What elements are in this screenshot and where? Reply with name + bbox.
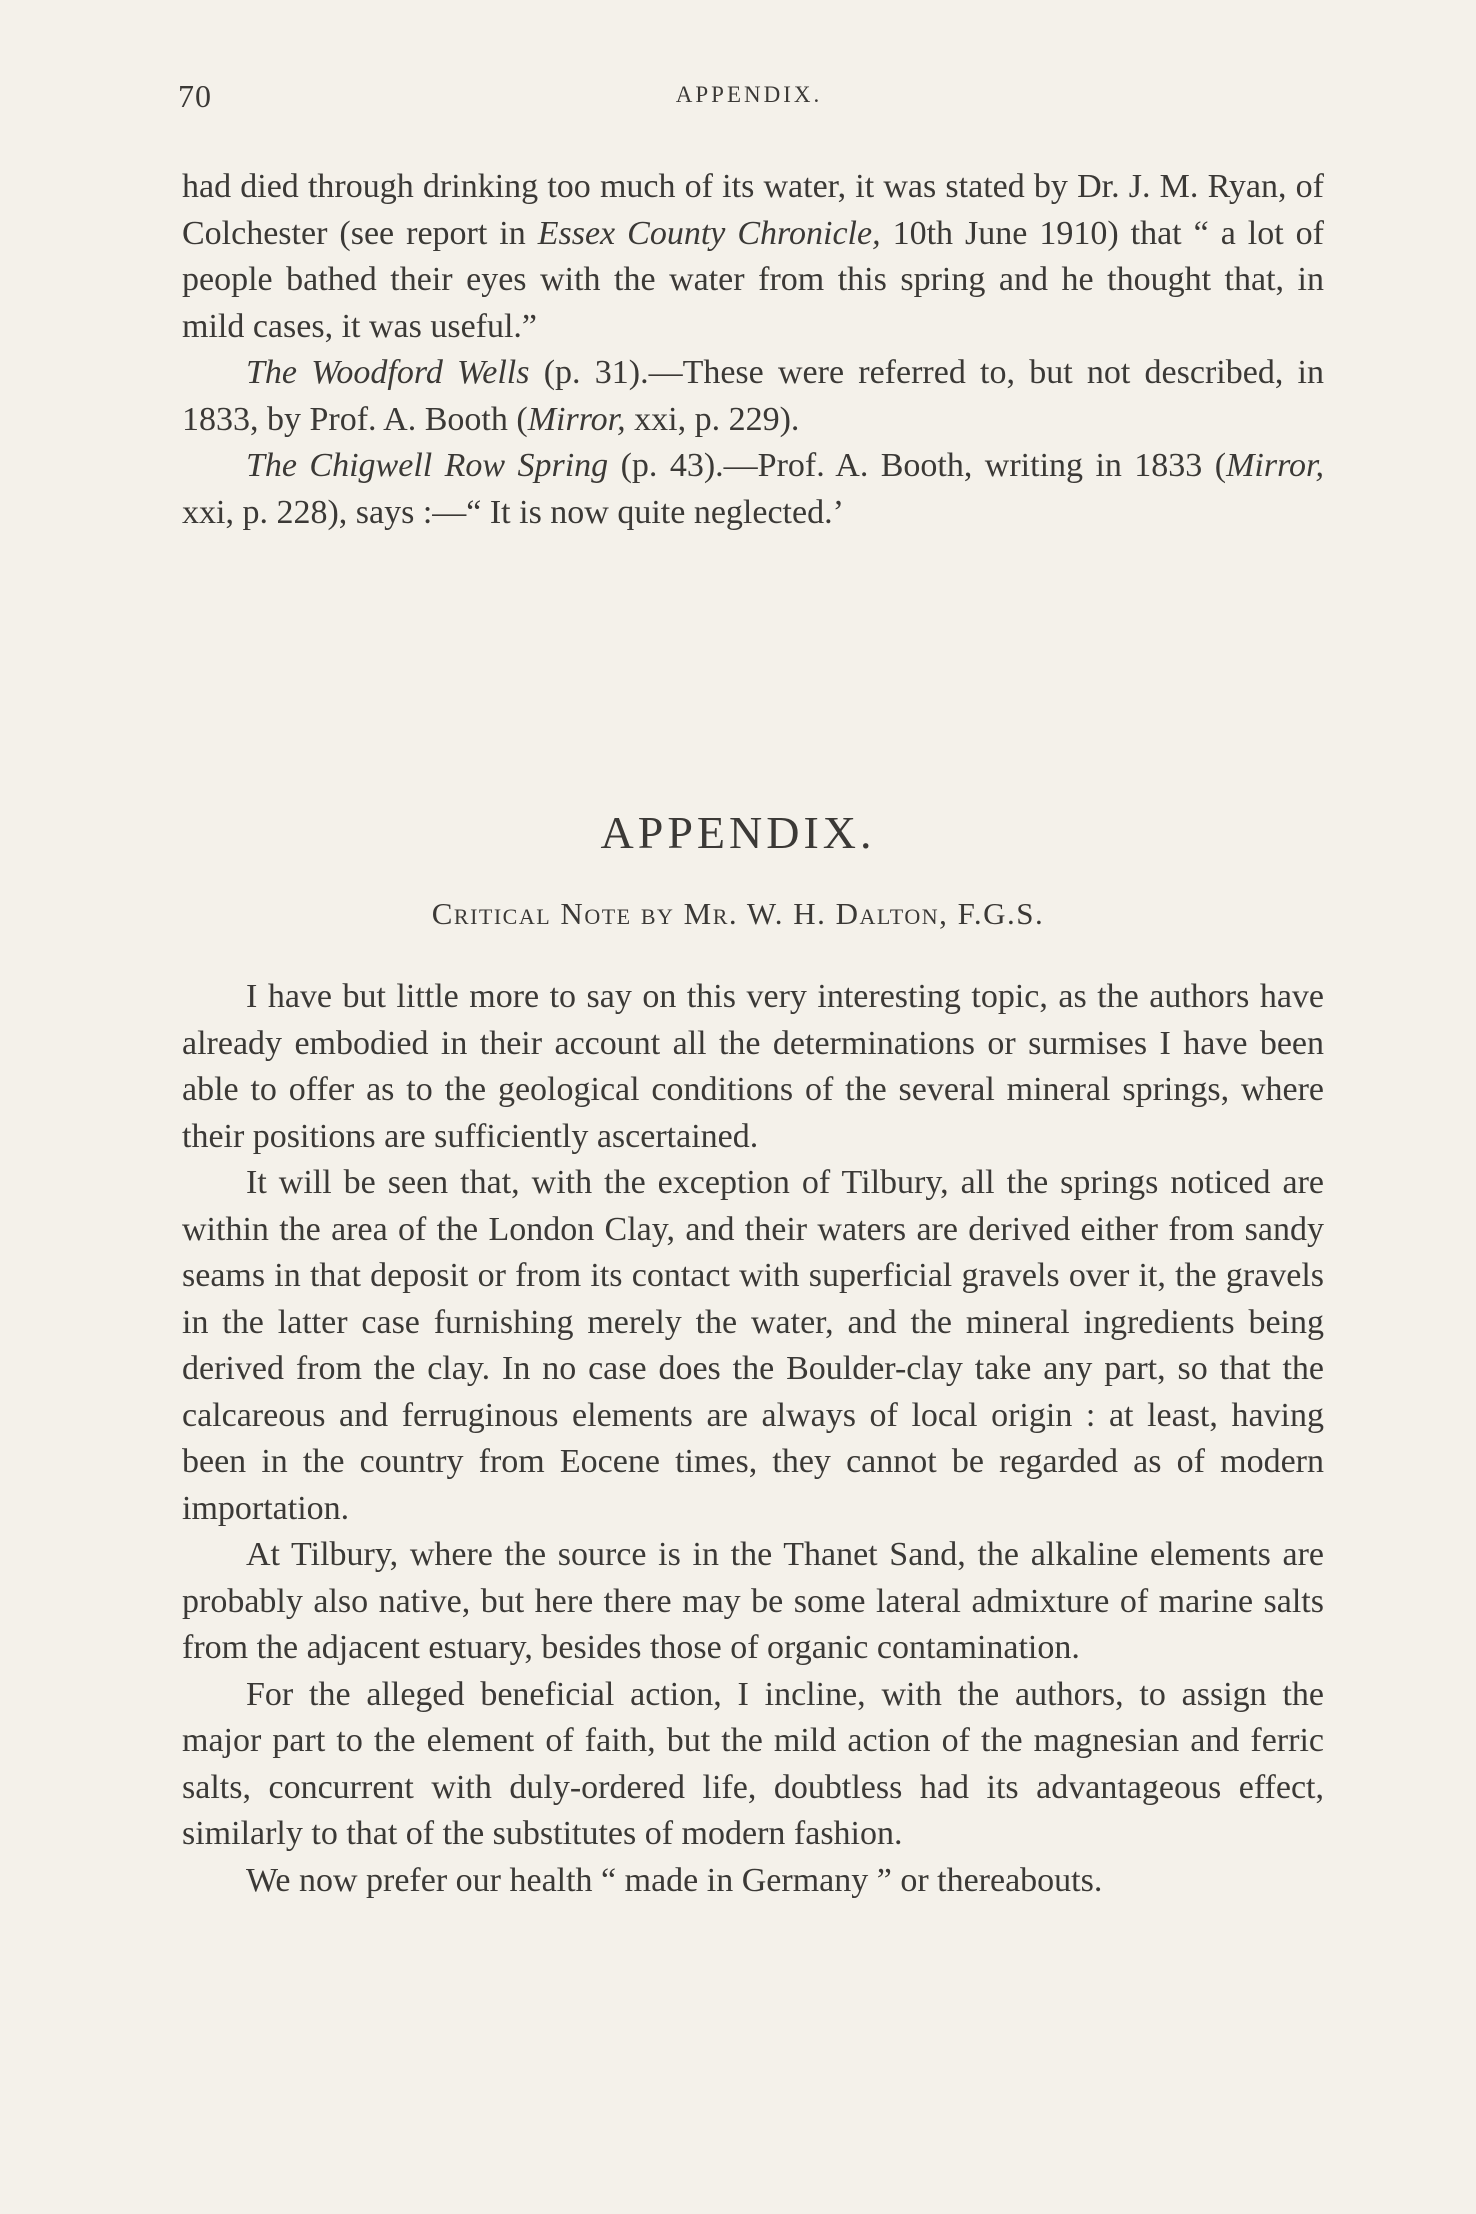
appendix-subheading: Critical Note by Mr. W. H. Dalton, F.G.S.: [431, 896, 1045, 931]
paragraph-3: At Tilbury, where the source is in the Thanet Sand, the alkaline elements are probably also native, but here there may be some lateral admixture of marine salts from the adjacent estuary, besides those of organic contamination.: [182, 1536, 1324, 1666]
italic-title: The Chigwell Row Spring: [246, 447, 609, 484]
paragraph-5: We now prefer our health “ made in Germany ” or thereabouts.: [246, 1861, 1103, 1899]
running-title: APPENDIX.: [675, 82, 823, 107]
italic-title: Mirror,: [527, 400, 626, 438]
paragraph-woodford-wells: The Woodford Wells (p. 31).—These were referred to, but not described, in 1833, by Prof. A. Booth (Mirror, xxi, p. 229).: [182, 354, 1324, 438]
paragraph-ryan: had died through drinking too much of its water, it was stated by Dr. J. M. Ryan, of Colchester (see report in Essex County Chronicle, 10th June 1910) that “ a lot of people bathed their eyes with the water from this spring and he thought that, in mild cases, it was useful.”: [182, 168, 1324, 345]
italic-title: Essex County Chronicle,: [537, 214, 881, 252]
appendix-text: [182, 974, 1324, 1904]
italic-title: Mirror,: [1226, 447, 1324, 484]
paragraph-2: It will be seen that, with the exception of Tilbury, all the springs noticed are within the area of the London Clay, and their waters are derived either from sandy seams in that deposit or from its contact with superficial gravels over it, the gravels in the latter case furnishing merely the water, and the mineral ingredients being derived from the clay. In no case does the Boulder-clay take any part, so that the calcareous and ferruginous elements are always of local origin : at least, having been in the country from Eocene times, they cannot be regarded as of modern importation.: [182, 1164, 1324, 1527]
paragraph-chigwell-row: The Chigwell Row Spring (p. 43).—Prof. A. Booth, writing in 1833 (Mirror, xxi, p. 228), says :—“ It is now quite neglected.’: [182, 447, 1324, 531]
appendix-heading: APPENDIX.: [600, 807, 876, 858]
paragraph-4: For the alleged beneficial action, I incline, with the authors, to assign the major part to the element of faith, but the mild action of the magnesian and ferric salts, concurrent with duly-ordered life, doubtless had its advantageous effect, similarly to that of the substitutes of modern fashion.: [182, 1675, 1324, 1852]
italic-title: The Woodford Wells: [246, 354, 530, 391]
running-head: [178, 78, 1320, 118]
paragraph-1: I have but little more to say on this very interesting topic, as the authors have already embodied in their account all the determinations or surmises I have been able to offer as to the geological conditions of the several mineral springs, where their positions are sufficiently ascertained.: [182, 978, 1324, 1155]
continued-text: [182, 164, 1324, 536]
page-number: 70: [178, 78, 212, 114]
